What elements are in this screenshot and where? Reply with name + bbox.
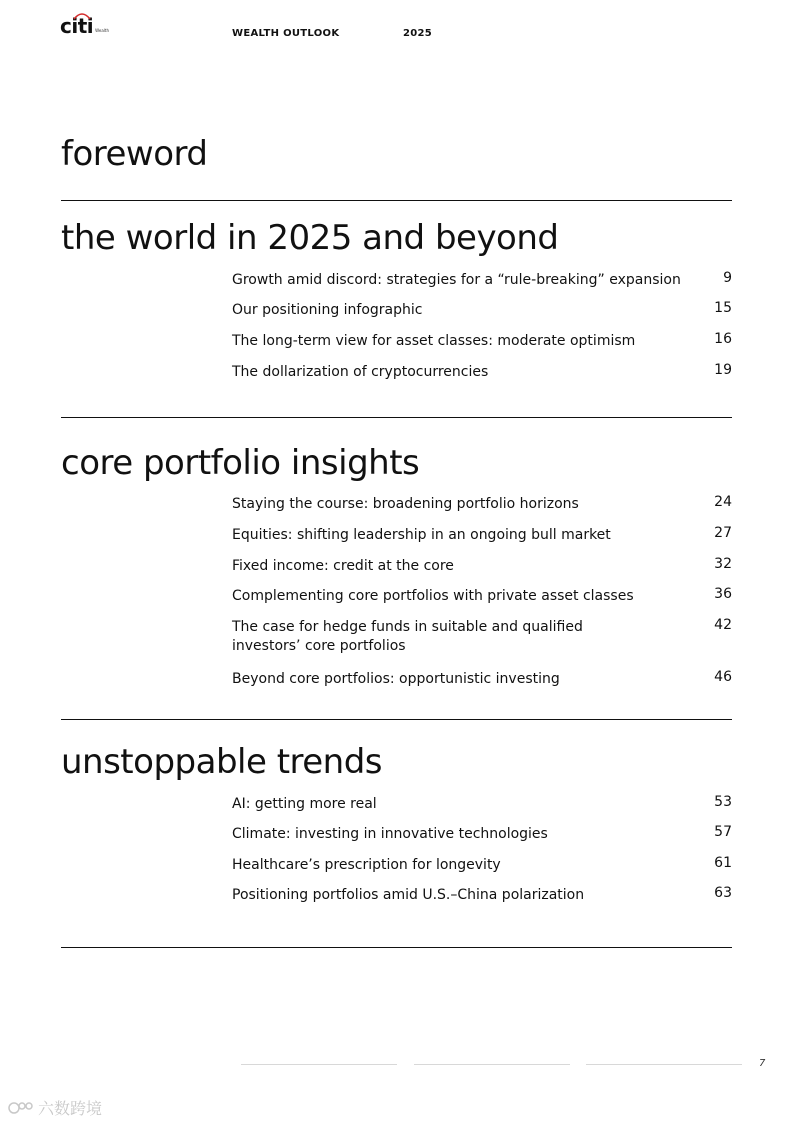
toc-entry-title: Complementing core portfolios with private asset classes	[232, 588, 634, 604]
toc-entry-title: AI: getting more real	[232, 796, 377, 812]
toc-entry-page: 63	[714, 885, 732, 901]
watermark	[8, 1096, 102, 1119]
logo-subtitle: Wealth	[95, 28, 109, 33]
toc-entry-title: The case for hedge funds in suitable and qualified investors’ core portfolios	[232, 619, 583, 654]
toc-entry-page: 32	[714, 556, 732, 572]
watermark-logo-icon	[8, 1100, 34, 1116]
toc-entry-page: 46	[714, 669, 732, 685]
section-title-world[interactable]: the world in 2025 and beyond	[61, 218, 559, 258]
section-title-unstoppable-trends[interactable]: unstoppable trends	[61, 742, 383, 782]
toc-entry-title: The dollarization of cryptocurrencies	[232, 364, 489, 380]
footer-rule	[241, 1064, 397, 1065]
footer-rule	[414, 1064, 570, 1065]
section-divider	[61, 200, 732, 201]
toc-entry-title: Equities: shifting leadership in an ongoing bull market	[232, 527, 611, 543]
section-divider	[61, 417, 732, 418]
toc-entry-page: 15	[714, 300, 732, 316]
section-title-core-portfolio[interactable]: core portfolio insights	[61, 443, 420, 483]
toc-entry-page: 42	[714, 617, 732, 633]
section-divider	[61, 719, 732, 720]
toc-entry-page: 16	[714, 331, 732, 347]
toc-entry-title: Healthcare’s prescription for longevity	[232, 857, 501, 873]
logo-wordmark: citi	[60, 14, 94, 38]
toc-entry-title: Beyond core portfolios: opportunistic investing	[232, 671, 560, 687]
section-title-foreword[interactable]: foreword	[61, 134, 208, 174]
page-number: 7	[759, 1058, 766, 1069]
toc-entry-page: 9	[723, 270, 732, 286]
toc-entry-page: 24	[714, 494, 732, 510]
toc-entry-page: 36	[714, 586, 732, 602]
footer-rule	[586, 1064, 742, 1065]
section-divider	[61, 947, 732, 948]
citi-wealth-logo	[60, 16, 109, 36]
watermark-text: 六数跨境	[38, 1099, 103, 1118]
header-year: 2025	[403, 28, 433, 39]
toc-entry-page: 53	[714, 794, 732, 810]
toc-entry-title: Positioning portfolios amid U.S.–China polarization	[232, 887, 585, 903]
toc-entry-title: Our positioning infographic	[232, 302, 423, 318]
toc-entry-title: Growth amid discord: strategies for a “rule-breaking” expansion	[232, 272, 681, 288]
toc-entry-page: 27	[714, 525, 732, 541]
header-title: WEALTH OUTLOOK	[232, 28, 340, 39]
logo-arc-icon	[73, 11, 91, 20]
toc-entry-title: Fixed income: credit at the core	[232, 558, 454, 574]
toc-entry-page: 61	[714, 855, 732, 871]
toc-entry-page: 19	[714, 362, 732, 378]
toc-entry-title: Climate: investing in innovative technologies	[232, 826, 548, 842]
toc-entry-page: 57	[714, 824, 732, 840]
page-header	[0, 0, 793, 60]
toc-entry-title: Staying the course: broadening portfolio horizons	[232, 496, 579, 512]
toc-entry-title: The long-term view for asset classes: moderate optimism	[232, 333, 636, 349]
